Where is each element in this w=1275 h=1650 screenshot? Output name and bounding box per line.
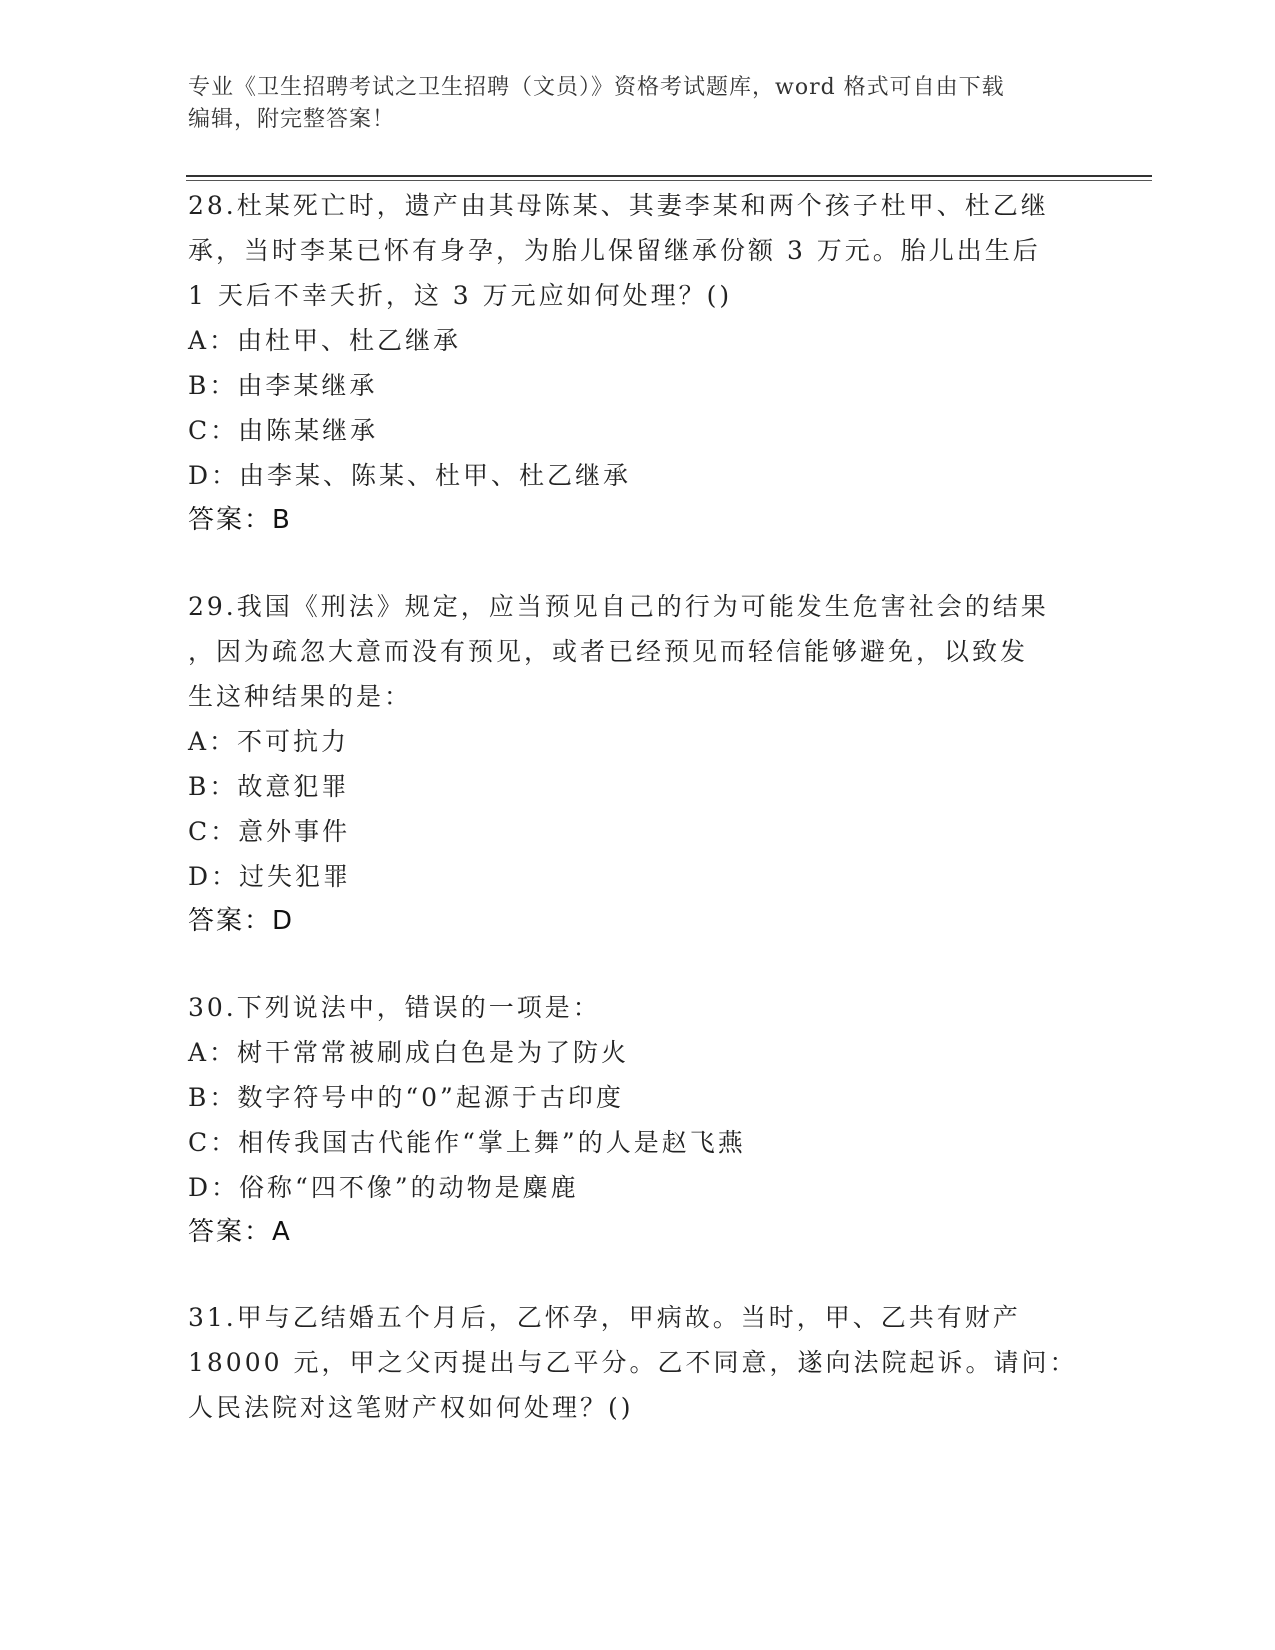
question-stem-line: 31.甲与乙结婚五个月后，乙怀孕，甲病故。当时，甲、乙共有财产 xyxy=(188,1303,1021,1332)
answer-label: 答案：A xyxy=(188,1217,292,1247)
question-stem-line: 人民法院对这笔财产权如何处理？() xyxy=(188,1393,634,1422)
question-30 xyxy=(188,985,1088,1255)
option-b: B：数字符号中的“0”起源于古印度 xyxy=(188,1083,624,1112)
question-28 xyxy=(188,183,1088,543)
option-a: A：树干常常被刷成白色是为了防火 xyxy=(188,1038,630,1067)
header-divider xyxy=(186,175,1152,177)
header-divider-thin xyxy=(186,180,1152,181)
document-header xyxy=(188,72,1068,136)
option-c: C：意外事件 xyxy=(188,817,351,846)
answer-label: 答案：D xyxy=(188,906,295,936)
question-stem-line: 生这种结果的是： xyxy=(188,682,413,711)
option-b: B：由李某继承 xyxy=(188,371,378,400)
option-a: A：由杜甲、杜乙继承 xyxy=(188,326,462,355)
option-d: D：俗称“四不像”的动物是麋鹿 xyxy=(188,1173,579,1202)
answer-label: 答案：B xyxy=(188,505,292,535)
question-stem-line: 承，当时李某已怀有身孕，为胎儿保留继承份额 3 万元。胎儿出生后 xyxy=(188,236,1041,265)
option-d: D：由李某、陈某、杜甲、杜乙继承 xyxy=(188,461,632,490)
option-c: C：由陈某继承 xyxy=(188,416,379,445)
option-d: D：过失犯罪 xyxy=(188,862,352,891)
option-b: B：故意犯罪 xyxy=(188,772,350,801)
question-stem-line: 29.我国《刑法》规定，应当预见自己的行为可能发生危害社会的结果 xyxy=(188,592,1049,621)
question-29 xyxy=(188,584,1088,944)
option-a: A：不可抗力 xyxy=(188,727,350,756)
question-31 xyxy=(188,1295,1088,1430)
question-stem-line: 28.杜某死亡时，遗产由其母陈某、其妻李某和两个孩子杜甲、杜乙继 xyxy=(188,191,1049,220)
option-c: C：相传我国古代能作“掌上舞”的人是赵飞燕 xyxy=(188,1128,746,1157)
question-stem-line: 18000 元，甲之父丙提出与乙平分。乙不同意，遂向法院起诉。请问： xyxy=(188,1348,1078,1377)
question-stem-line: 1 天后不幸夭折，这 3 万元应如何处理？() xyxy=(188,281,733,310)
header-line-1: 专业《卫生招聘考试之卫生招聘（文员）》资格考试题库，word 格式可自由下载 xyxy=(188,75,1005,100)
question-stem-line: 30.下列说法中，错误的一项是： xyxy=(188,993,601,1022)
question-stem-line: ，因为疏忽大意而没有预见，或者已经预见而轻信能够避免，以致发 xyxy=(188,637,1029,666)
header-line-2: 编辑，附完整答案！ xyxy=(188,107,396,132)
